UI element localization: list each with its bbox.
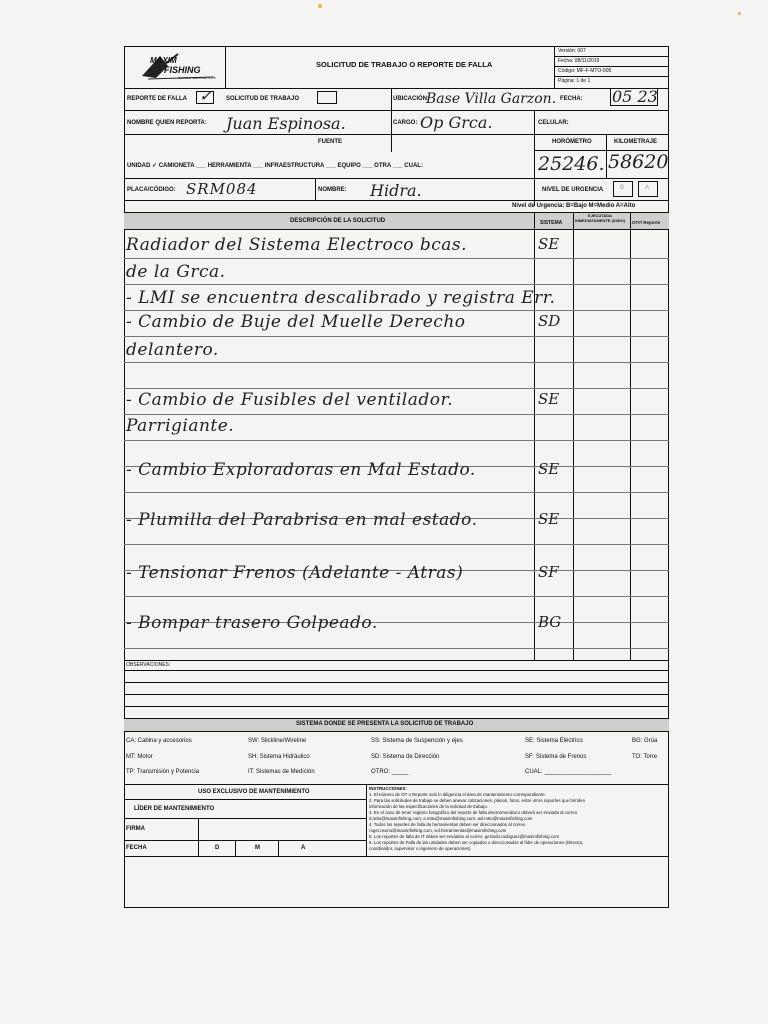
fuente-label: FUENTE: [318, 139, 342, 145]
cat-ca: CA: Cabina y accesorios: [126, 738, 192, 744]
table-rule: [124, 362, 669, 363]
fecha-label: FECHA:: [560, 96, 583, 102]
system-code[interactable]: SE: [538, 460, 560, 478]
table-rule: [124, 492, 669, 493]
instruction-line: 4. Todos los reportes de falla de herramientas deben ser direccionados al correo: [369, 822, 526, 827]
cat-ss: SS: Sistema de Suspención y ejes: [371, 738, 463, 744]
ejecutada-header: EJECUTADA INMEDIATAMENTE (SI/NO): [574, 213, 626, 223]
cargo-label: CARGO:: [393, 120, 418, 126]
description-line[interactable]: de la Grca.: [126, 262, 226, 282]
cargo-value[interactable]: Op Grca.: [420, 113, 493, 132]
instruction-line: INSTRUCCIONES:: [369, 786, 407, 791]
ubicacion-value[interactable]: Base Villa Garzon.: [426, 91, 557, 107]
solicitud-trabajo-label: SOLICITUD DE TRABAJO: [226, 96, 300, 102]
scan-dot: [738, 12, 741, 15]
instruction-line: roger.osorio@maximfishing.com, sol.herramientas@maximfishing.com: [369, 828, 507, 833]
version: Versión: 007: [558, 48, 586, 54]
codigo-doc: Código: MF-F-MTO-005: [558, 68, 612, 74]
description-line[interactable]: - Tensionar Frenos (Adelante - Atras): [126, 563, 464, 583]
urgencia-b: B: [620, 185, 625, 191]
nombre-label: NOMBRE QUIEN REPORTA:: [127, 120, 207, 126]
instruction-line: 3. En el caso de tener registro fotográfico del reporte de falla electromecánico deberá ser enviada al correo: [369, 810, 578, 815]
urgencia-legend: Nivel de Urgencia: B=Bajo M=Medio A=Alto: [512, 203, 636, 209]
desc-header: DESCRIPCIÓN DE LA SOLICITUD: [290, 218, 386, 224]
instruction-line: 6. Los reportes de Falla de las unidades deben ser copiados o direccionados al líder de operaciones (Director,: [369, 840, 584, 845]
horometro-value[interactable]: 25246.: [538, 153, 605, 175]
cat-se: SE: Sistema Eléctrico: [525, 738, 583, 744]
pagina-doc: Página: 1 de 1: [558, 78, 591, 84]
fecha-value: 05 23: [612, 87, 658, 106]
table-rule: [124, 388, 669, 389]
system-code[interactable]: SD: [538, 312, 561, 330]
celular-label: CELULAR:: [538, 120, 569, 126]
description-line[interactable]: Radiador del Sistema Electroco bcas.: [126, 235, 468, 255]
cat-cual[interactable]: CUAL: ____________________: [525, 769, 612, 775]
fecha-doc: Fecha: 08/11/2019: [558, 58, 600, 64]
cat-sd: SD: Sistema de Dirección: [371, 754, 440, 760]
system-code[interactable]: BG: [538, 613, 562, 631]
instruction-line: d.mtto@maximfishing.com; a.mtto@maximfishing.com; axl.mtto@maximfishing.com: [369, 816, 533, 821]
description-line[interactable]: - Bompar trasero Golpeado.: [126, 613, 378, 633]
observaciones-label: OBSERVACIONES:: [126, 662, 171, 668]
scan-dot: [318, 4, 322, 8]
ubicacion-label: UBICACIÓN:: [393, 96, 429, 102]
logo-tagline: OILFIELD SERVICES S.A.S: [178, 76, 216, 80]
cat-bg: BG: Grúa: [632, 738, 658, 744]
description-line[interactable]: delantero.: [126, 340, 219, 360]
fecha-m: M: [255, 845, 260, 851]
cat-it: IT: Sistemas de Medición: [248, 769, 315, 775]
system-code[interactable]: SE: [538, 390, 560, 408]
placa-label: PLACA/CÓDIGO:: [127, 187, 176, 193]
description-line[interactable]: - Cambio Exploradoras en Mal Estado.: [126, 460, 476, 480]
uso-exclusivo: USO EXCLUSIVO DE MANTENIMIENTO: [198, 789, 310, 795]
lider-label: LÍDER DE MANTENIMIENTO: [134, 806, 215, 812]
reporte-check-mark: ✓: [199, 86, 213, 105]
table-rule: [124, 596, 669, 597]
fecha-mant-label: FECHA: [126, 845, 147, 851]
instruction-line: 2. Para las solicitudes de trabajo se deben anexar cotizaciones, planos, fotos, entre otros soportes que brinden: [369, 798, 586, 803]
description-line[interactable]: - LMI se encuentra descalibrado y registra Err.: [126, 288, 556, 308]
sistema-header: SISTEMA DONDE SE PRESENTA LA SOLICITUD DE TRABAJO: [296, 721, 474, 727]
fecha-d: D: [215, 845, 220, 851]
kilometraje-value[interactable]: 58620: [608, 151, 669, 173]
nombre-unidad-value[interactable]: Hidra.: [370, 181, 422, 200]
instruction-line: 1. El número de OT o Reporte solo lo diligencia el área de mantenimiento correspondiente.: [369, 792, 546, 797]
cat-mt: MT: Motor: [126, 754, 153, 760]
nombre-value[interactable]: Juan Espinosa.: [226, 114, 346, 133]
system-code[interactable]: SF: [538, 563, 559, 581]
urgencia-a: A: [645, 185, 650, 191]
cat-to: TO: Torre: [632, 754, 658, 760]
cat-sh: SH: Sistema Hidráulico: [248, 754, 310, 760]
cat-otro[interactable]: OTRO: _____: [371, 769, 409, 775]
ot-header: OT#/ Reporte: [632, 220, 661, 225]
table-rule: [124, 544, 669, 545]
instruction-line: 5. Los reportes de falla de IT debes ser enviados al correo: gerardo.rodriguez@maximfishing.com: [369, 834, 560, 839]
nombre-unidad-label: NOMBRE:: [318, 187, 347, 193]
reporte-falla-label: REPORTE DE FALLA: [127, 96, 188, 102]
instruction-line: información de las especificaciones de la solicitud de trabajo.: [369, 804, 488, 809]
fecha-a: A: [301, 845, 306, 851]
instruction-line: coordinador, supervisor o ingeniero de operaciones).: [369, 846, 472, 851]
horometro-label: HORÓMETRO: [552, 139, 592, 145]
logo: [138, 50, 218, 82]
description-line[interactable]: - Plumilla del Parabrisa en mal estado.: [126, 510, 478, 530]
instrucciones: [369, 786, 667, 852]
logo-word-1: MAXIM: [150, 56, 177, 65]
fuente-options[interactable]: UNIDAD ✓ CAMIONETA ___ HERRAMIENTA ___ INFRAESTRUCTURA ___ EQUIPO ___ OTRA ___ CUAL:: [127, 163, 423, 169]
table-rule: [124, 258, 669, 259]
table-rule: [124, 284, 669, 285]
table-rule: [124, 414, 669, 415]
urgencia-label: NIVEL DE URGENCIA: [542, 187, 604, 193]
table-rule: [124, 648, 669, 649]
description-line[interactable]: - Cambio de Buje del Muelle Derecho: [126, 312, 466, 332]
cat-tp: TP: Transmisión y Potencia: [126, 769, 200, 775]
table-rule: [124, 310, 669, 311]
kilometraje-label: KILOMETRAJE: [614, 139, 658, 145]
table-rule: [124, 336, 669, 337]
placa-value[interactable]: SRM084: [186, 180, 258, 198]
table-rule: [124, 440, 669, 441]
system-code[interactable]: SE: [538, 235, 560, 253]
description-line[interactable]: - Cambio de Fusibles del ventilador.: [126, 390, 454, 410]
firma-label: FIRMA: [126, 826, 145, 832]
logo-word-2: FISHING: [164, 65, 201, 75]
cat-sf: SF: Sistema de Frenos: [525, 754, 587, 760]
sistema-header: SISTEMA: [540, 220, 563, 226]
solicitud-trabajo-checkbox[interactable]: [317, 91, 337, 104]
cat-sw: SW: Slickline/Wireline: [248, 738, 307, 744]
form-title: SOLICITUD DE TRABAJO O REPORTE DE FALLA: [316, 60, 493, 69]
description-line[interactable]: Parrigiante.: [126, 416, 235, 436]
system-code[interactable]: SE: [538, 510, 560, 528]
